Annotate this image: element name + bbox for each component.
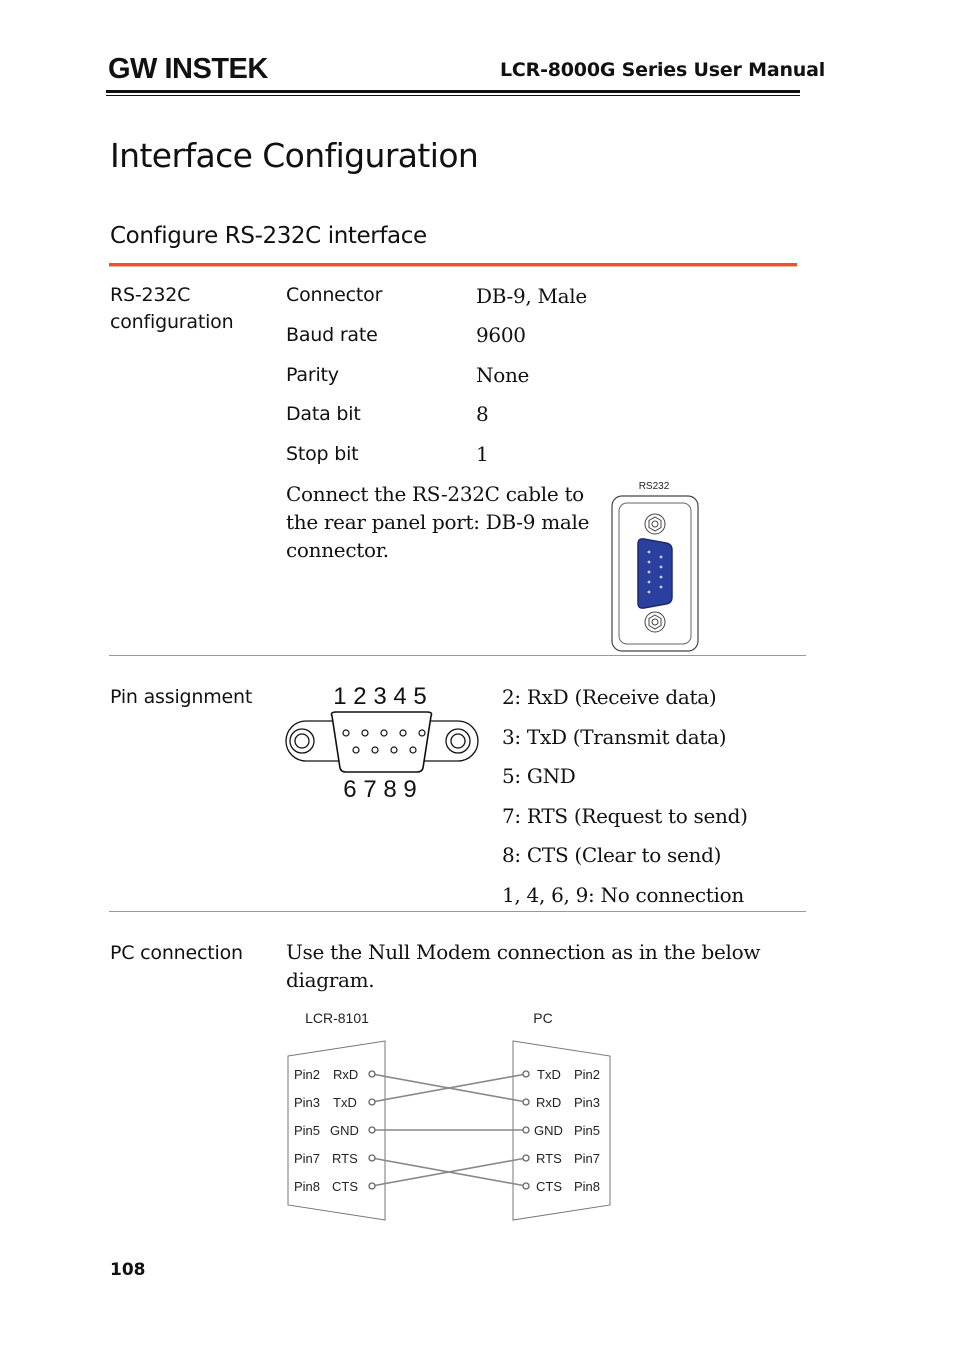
left-pin3: Pin3	[294, 1095, 321, 1110]
left-sig-rts: RTS	[332, 1151, 358, 1166]
divider-1	[109, 655, 806, 656]
right-sig-rxd: RxD	[536, 1095, 562, 1110]
port-screw-bottom-hole	[652, 619, 658, 625]
pin-item-8: 8: CTS (Clear to send)	[502, 843, 722, 868]
left-pin8: Pin8	[294, 1179, 321, 1194]
param-databit-name: Data bit	[286, 403, 361, 425]
chapter-title: Interface Configuration	[110, 136, 479, 175]
pin-item-2: 2: RxD (Receive data)	[502, 685, 717, 709]
db9-shell	[638, 539, 672, 608]
rs232-config-label	[110, 282, 233, 336]
right-pin2: Pin2	[574, 1067, 601, 1082]
db9-right-screw-hole	[451, 734, 465, 748]
right-pin8: Pin8	[574, 1179, 601, 1194]
rs232-port-label: RS232	[638, 481, 670, 492]
logo-text: GW INSTEK	[108, 53, 268, 82]
right-sig-cts: CTS	[536, 1179, 562, 1194]
pin-item-7: 7: RTS (Request to send)	[502, 803, 748, 828]
page-number: 108	[110, 1260, 146, 1280]
param-stopbit-value: 1	[476, 442, 489, 466]
null-modem-diagram	[280, 1005, 620, 1225]
db9-left-screw-hole	[295, 734, 309, 748]
left-sig-txd: TxD	[333, 1095, 357, 1110]
db9-d-shell	[332, 712, 432, 772]
header-rule	[106, 90, 800, 93]
db9-pinout-diagram	[282, 678, 482, 806]
rs232-config-label-line2: configuration	[110, 311, 234, 333]
param-connector-value: DB-9, Male	[476, 284, 587, 308]
section-title: Configure RS-232C interface	[110, 223, 427, 249]
left-sig-rxd: RxD	[333, 1067, 359, 1082]
pin-top-numbers: 1 2 3 4 5	[333, 683, 427, 710]
param-connector-name: Connector	[286, 284, 383, 306]
pin-assignment-label: Pin assignment	[110, 686, 253, 708]
null-modem-wires	[372, 1074, 526, 1186]
param-stopbit-name: Stop bit	[286, 443, 359, 465]
left-pin5: Pin5	[294, 1123, 321, 1138]
param-baud-value: 9600	[476, 323, 526, 347]
param-parity-value: None	[476, 363, 530, 387]
header-rule-thin	[106, 95, 800, 96]
rs232-port-illustration	[605, 476, 705, 656]
pc-connection-label: PC connection	[110, 942, 243, 964]
port-screw-top-hole	[652, 521, 658, 527]
divider-2	[109, 911, 806, 912]
right-pin7: Pin7	[574, 1151, 601, 1166]
pc-connection-description: Use the Null Modem connection as in the below diagram.	[286, 940, 761, 992]
rs232-config-label-line1: RS-232C	[110, 284, 191, 306]
pin-item-5: 5: GND	[502, 764, 576, 789]
right-sig-txd: TxD	[537, 1067, 561, 1082]
param-baud-name: Baud rate	[286, 324, 378, 346]
gw-instek-logo	[108, 52, 278, 87]
section-rule	[109, 263, 797, 267]
right-pin5: Pin5	[574, 1123, 601, 1138]
right-sig-gnd: GND	[534, 1123, 563, 1138]
left-pin2: Pin2	[294, 1067, 321, 1082]
param-databit-value: 8	[476, 402, 489, 426]
manual-title: LCR-8000G Series User Manual	[500, 59, 826, 81]
left-sig-gnd: GND	[330, 1123, 359, 1138]
param-parity-name: Parity	[286, 364, 339, 386]
pin-item-nc: 1, 4, 6, 9: No connection	[502, 882, 744, 907]
pin-bottom-numbers: 6 7 8 9	[343, 776, 417, 803]
left-sig-cts: CTS	[332, 1179, 358, 1194]
rs232-description: Connect the RS-232C cable to the rear panel port: DB-9 male connector.	[286, 482, 590, 562]
pin-item-3: 3: TxD (Transmit data)	[502, 724, 727, 749]
left-pin7: Pin7	[294, 1151, 321, 1166]
left-device-label: LCR-8101	[305, 1010, 369, 1026]
pin-list	[502, 682, 748, 920]
right-device-label: PC	[533, 1010, 553, 1026]
right-sig-rts: RTS	[536, 1151, 562, 1166]
right-pin3: Pin3	[574, 1095, 601, 1110]
